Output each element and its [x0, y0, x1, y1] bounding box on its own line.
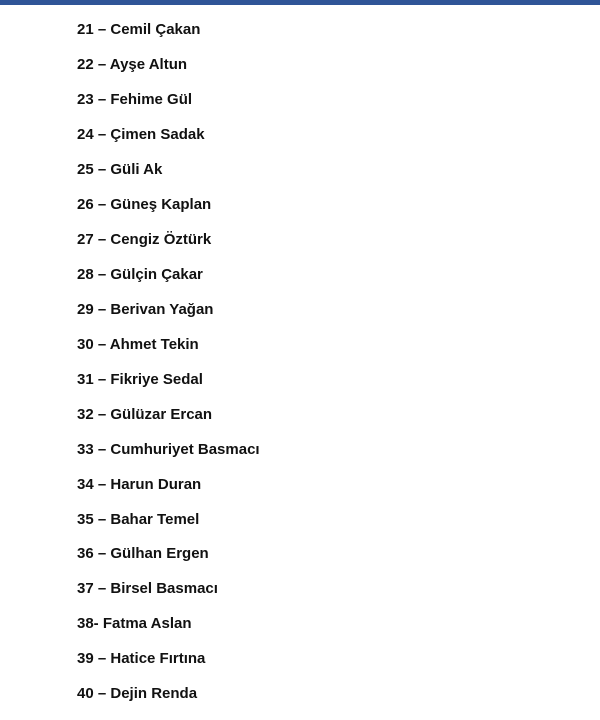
- list-item: 27 – Cengiz Öztürk: [77, 231, 212, 248]
- list-item: 21 – Cemil Çakan: [77, 21, 201, 38]
- list-item: 26 – Güneş Kaplan: [77, 196, 212, 213]
- list-item: 24 – Çimen Sadak: [77, 126, 205, 143]
- list-item: 22 – Ayşe Altun: [77, 56, 188, 73]
- list-item: 31 – Fikriye Sedal: [77, 371, 203, 388]
- list-item: 33 – Cumhuriyet Basmacı: [77, 440, 260, 458]
- window-top-bar: [0, 0, 600, 5]
- list-item: 25 – Güli Ak: [77, 161, 163, 178]
- list-item: 34 – Harun Duran: [77, 475, 202, 493]
- list-item: 30 – Ahmet Tekin: [77, 336, 199, 353]
- list-item: 28 – Gülçin Çakar: [77, 266, 203, 283]
- list-item: 23 – Fehime Gül: [77, 91, 193, 108]
- list-item: 38- Fatma Aslan: [77, 615, 192, 633]
- list-item: 39 – Hatice Fırtına: [77, 650, 206, 668]
- list-item: 32 – Gülüzar Ercan: [77, 405, 213, 423]
- list-item: 29 – Berivan Yağan: [77, 301, 214, 318]
- list-item: 37 – Birsel Basmacı: [77, 580, 218, 598]
- list-item: 40 – Dejin Renda: [77, 685, 198, 703]
- name-list: [77, 20, 260, 719]
- list-item: 36 – Gülhan Ergen: [77, 545, 209, 563]
- list-item: 35 – Bahar Temel: [77, 510, 200, 528]
